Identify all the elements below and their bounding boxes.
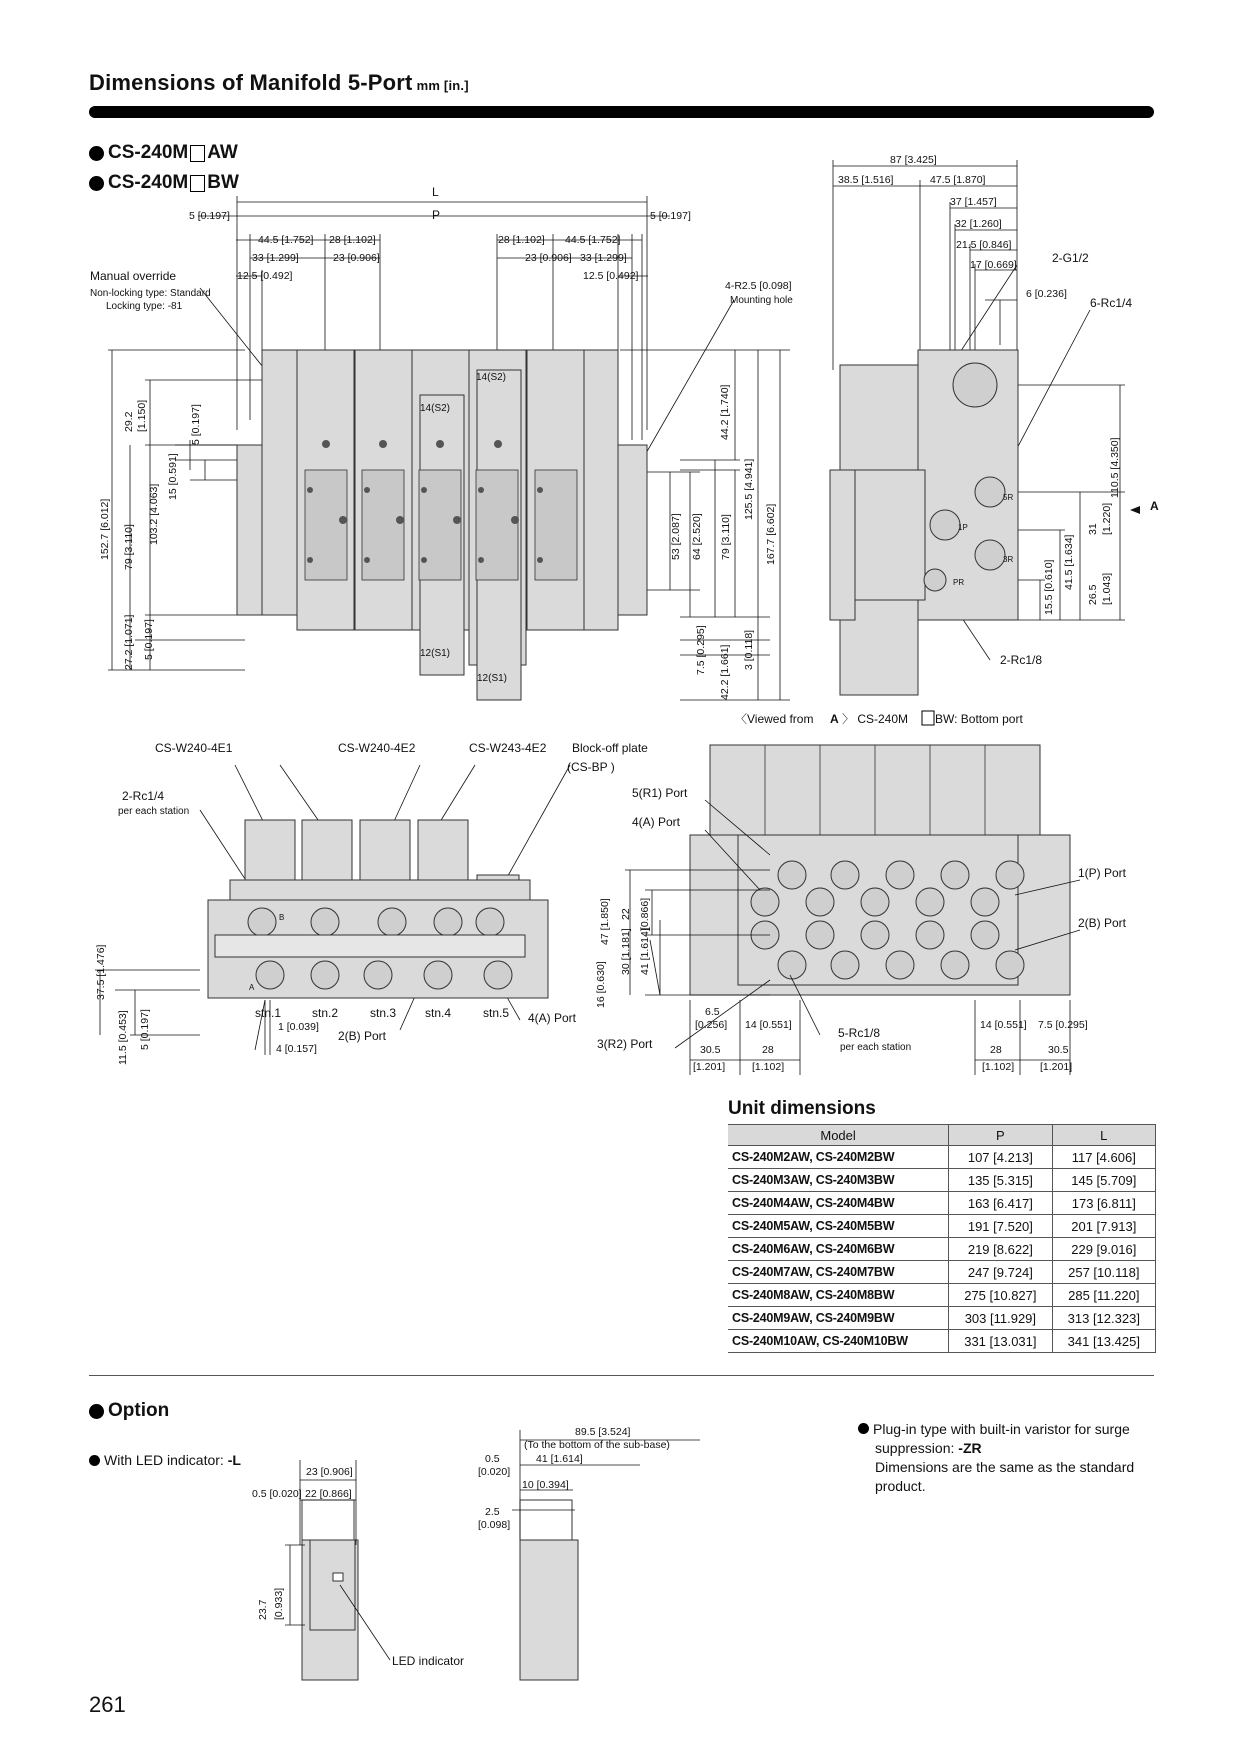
dim-23-right: 23 [0.906]: [525, 252, 572, 264]
dim-30-5-right: 30.5: [1048, 1044, 1069, 1056]
plugin-text-1: Plug-in type with built-in varistor for surge: [873, 1421, 1130, 1437]
cell-model: CS-240M2AW, CS-240M2BW: [728, 1146, 949, 1169]
dim-167-7: 167.7 [6.602]: [765, 503, 777, 565]
cell-model: CS-240M3AW, CS-240M3BW: [728, 1169, 949, 1192]
cell-p: 163 [6.417]: [949, 1192, 1052, 1215]
dim-152-7: 152.7 [6.012]: [99, 498, 111, 560]
port-5r1-label: 5(R1) Port: [632, 786, 688, 800]
opt-dim-22: 22 [0.866]: [305, 1488, 352, 1500]
dim-79-right: 79 [3.110]: [720, 514, 732, 560]
station-3-label: stn.3: [370, 1006, 397, 1020]
dim-1: 1 [0.039]: [278, 1021, 319, 1033]
cell-p: 331 [13.031]: [949, 1330, 1052, 1353]
opt-dim-23: 23 [0.906]: [306, 1466, 353, 1478]
manual-override-label: Manual override: [90, 269, 177, 283]
dim-22: 22: [620, 908, 632, 920]
led-code: -L: [227, 1452, 241, 1468]
dim-22-in: [0.866]: [639, 897, 651, 930]
cell-model: CS-240M9AW, CS-240M9BW: [728, 1307, 949, 1330]
opt-dim-10: 10 [0.394]: [522, 1479, 569, 1491]
header-p: P: [949, 1125, 1052, 1146]
cell-l: 117 [4.606]: [1052, 1146, 1155, 1169]
dim-42-2: 42.2 [1.661]: [719, 644, 731, 700]
opt-to-bottom: (To the bottom of the sub-base): [524, 1439, 670, 1451]
page-number: 261: [89, 1692, 126, 1717]
header-model: Model: [728, 1125, 949, 1146]
dim-28-left-va-in: [1.102]: [752, 1061, 785, 1073]
view-a-arrow-label: A: [1150, 499, 1159, 513]
side-dim-41-5: 41.5 [1.634]: [1063, 534, 1075, 590]
side-dim-47-5: 47.5 [1.870]: [930, 174, 986, 186]
dim-79-left: 79 [3.110]: [123, 524, 135, 570]
dim-6-5: 6.5: [705, 1006, 720, 1018]
dim-4: 4 [0.157]: [276, 1043, 317, 1055]
dim-7-5: 7.5 [0.295]: [695, 625, 707, 675]
dim-33-left: 33 [1.299]: [252, 252, 299, 264]
view-a-caption-end: BW: Bottom port: [935, 712, 1023, 726]
cell-p: 219 [8.622]: [949, 1238, 1052, 1261]
cell-model: CS-240M6AW, CS-240M6BW: [728, 1238, 949, 1261]
side-dim-31: 31: [1087, 523, 1099, 535]
side-dim-6: 6 [0.236]: [1026, 288, 1067, 300]
per-station-label: per each station: [118, 806, 190, 817]
port-1p-label: 1(P) Port: [1078, 866, 1127, 880]
mounting-hole-label: Mounting hole: [730, 295, 793, 306]
dim-12-5-right: 12.5 [0.492]: [583, 270, 639, 282]
cell-p: 275 [10.827]: [949, 1284, 1052, 1307]
opt-dim-41: 41 [1.614]: [536, 1453, 583, 1465]
side-dim-26-5-in: [1.043]: [1101, 572, 1113, 605]
dim-44-2: 44.2 [1.740]: [719, 384, 731, 440]
dim-27-2: 27.2 [1.071]: [123, 614, 135, 670]
plugin-line-4: product.: [875, 1478, 926, 1494]
dim-28-right-va: 28: [990, 1044, 1002, 1056]
station-2-label: stn.2: [312, 1006, 339, 1020]
port-12-s1-left: 12(S1): [420, 648, 451, 659]
side-dim-37: 37 [1.457]: [950, 196, 997, 208]
dim-28-right-va-in: [1.102]: [982, 1061, 1015, 1073]
dim-30-5-right-in: [1.201]: [1040, 1061, 1073, 1073]
dim-33-right: 33 [1.299]: [580, 252, 627, 264]
dim-103-2: 103.2 [4.063]: [148, 483, 160, 545]
bullet-icon: [858, 1423, 869, 1434]
tag-1p: 1P: [958, 523, 968, 532]
dim-6-5-in: [0.256]: [695, 1019, 728, 1031]
tag-pr: PR: [953, 578, 965, 587]
side-dim-15-5: 15.5 [0.610]: [1043, 559, 1055, 615]
opt-dim-2-5-in: [0.098]: [478, 1519, 511, 1531]
model-prefix: CS-240M: [108, 172, 189, 193]
station-1-label: stn.1: [255, 1006, 282, 1020]
plugin-code: -ZR: [958, 1440, 982, 1456]
dim-5-v: 5 [0.197]: [190, 404, 202, 445]
dim-3: 3 [0.118]: [743, 629, 755, 670]
side-dim-38-5: 38.5 [1.516]: [838, 174, 894, 186]
dim-29-2-in: [1.150]: [136, 399, 148, 432]
rc18-label: 2-Rc1/8: [1000, 653, 1043, 667]
cell-model: CS-240M7AW, CS-240M7BW: [728, 1261, 949, 1284]
cell-model: CS-240M5AW, CS-240M5BW: [728, 1215, 949, 1238]
dim-5-bottom: 5 [0.197]: [143, 619, 155, 660]
mounting-hole-dim: 4-R2.5 [0.098]: [725, 280, 792, 292]
dim-12-5-left: 12.5 [0.492]: [237, 270, 293, 282]
cell-l: 313 [12.323]: [1052, 1307, 1155, 1330]
plugin-line-3: Dimensions are the same as the standard: [875, 1459, 1135, 1475]
led-indicator-label: LED indicator: [392, 1654, 465, 1668]
cell-p: 135 [5.315]: [949, 1169, 1052, 1192]
dim-41: 41 [1.614]: [639, 928, 651, 975]
opt-dim-0-5b: 0.5: [485, 1453, 500, 1465]
dim-14-right: 14 [0.551]: [980, 1019, 1027, 1031]
per-station-right-label: per each station: [840, 1042, 912, 1053]
dim-64: 64 [2.520]: [691, 513, 703, 560]
opt-dim-23-7-in: [0.933]: [273, 1587, 285, 1620]
tag-a: A: [249, 983, 255, 992]
opt-dim-0-5b-in: [0.020]: [478, 1466, 511, 1478]
plugin-text-2: suppression:: [875, 1440, 955, 1456]
block-off-label: Block-off plate: [572, 741, 648, 755]
dim-28-left: 28 [1.102]: [329, 234, 376, 246]
plugin-line-1: [858, 1420, 1158, 1439]
cell-l: 201 [7.913]: [1052, 1215, 1155, 1238]
side-dim-21-5: 21.5 [0.846]: [956, 239, 1012, 251]
opt-dim-89-5: 89.5 [3.524]: [575, 1426, 631, 1438]
model-suffix: AW: [207, 142, 238, 163]
model-suffix: BW: [207, 172, 239, 193]
opt-dim-2-5: 2.5: [485, 1506, 500, 1518]
view-a-caption-suffix: 〉 CS-240M: [842, 712, 909, 726]
dim-16: 16 [0.630]: [595, 961, 607, 1008]
tag-3r: 3R: [1003, 555, 1014, 564]
option-title-text: Option: [108, 1400, 170, 1421]
dim-44-5-left: 44.5 [1.752]: [258, 234, 314, 246]
side-dim-17: 17 [0.669]: [970, 259, 1017, 271]
side-dim-110-5: 110.5 [4.350]: [1109, 437, 1121, 498]
plugin-line-2: [858, 1439, 1158, 1458]
rc14-station-label: 2-Rc1/4: [122, 789, 165, 803]
locking-label: Locking type: -81: [106, 301, 183, 312]
dim-7-5-va: 7.5 [0.295]: [1038, 1019, 1088, 1031]
dim-30-5-left: 30.5: [700, 1044, 721, 1056]
dim-28-right: 28 [1.102]: [498, 234, 545, 246]
cell-l: 145 [5.709]: [1052, 1169, 1155, 1192]
port-2b-right-label: 2(B) Port: [1078, 916, 1127, 930]
title-unit: mm [in.]: [416, 78, 469, 93]
dim-29-2: 29.2: [123, 411, 135, 432]
dim-5-right: 5 [0.197]: [650, 210, 691, 222]
port-14-s2-left: 14(S2): [420, 403, 451, 414]
port-12-s1-right: 12(S1): [477, 673, 508, 684]
port-3r2-label: 3(R2) Port: [597, 1037, 653, 1051]
model-e1-label: CS-W240-4E1: [155, 741, 233, 755]
cell-model: CS-240M8AW, CS-240M8BW: [728, 1284, 949, 1307]
g12-label: 2-G1/2: [1052, 251, 1089, 265]
unit-dimensions-title: Unit dimensions: [728, 1098, 876, 1119]
cell-model: CS-240M4AW, CS-240M4BW: [728, 1192, 949, 1215]
port-4a-left-label: 4(A) Port: [528, 1011, 577, 1025]
cell-p: 191 [7.520]: [949, 1215, 1052, 1238]
non-locking-label: Non-locking type: Standard: [90, 288, 211, 299]
dim-11-5: 11.5 [0.453]: [117, 1010, 129, 1065]
cell-model: CS-240M10AW, CS-240M10BW: [728, 1330, 949, 1353]
dim-30: 30 [1.181]: [620, 928, 632, 975]
opt-dim-0-5: 0.5 [0.020]: [252, 1488, 302, 1500]
block-off-model: (CS-BP ): [567, 760, 615, 774]
cell-p: 247 [9.724]: [949, 1261, 1052, 1284]
cell-l: 257 [10.118]: [1052, 1261, 1155, 1284]
rc18-station-label: 5-Rc1/8: [838, 1026, 881, 1040]
view-a-caption-prefix: 〈Viewed from: [735, 712, 814, 726]
tag-b: B: [279, 913, 285, 922]
side-dim-31-in: [1.220]: [1101, 502, 1113, 535]
view-a-caption-a: A: [830, 712, 839, 726]
dim-5-bl: 5 [0.197]: [139, 1009, 151, 1050]
port-4a-right-label: 4(A) Port: [632, 815, 681, 829]
cell-l: 229 [9.016]: [1052, 1238, 1155, 1261]
model-e2-label: CS-W240-4E2: [338, 741, 416, 755]
cell-l: 285 [11.220]: [1052, 1284, 1155, 1307]
dim-23-left: 23 [0.906]: [333, 252, 380, 264]
dim-L: L: [432, 185, 439, 199]
dim-28-left-va: 28: [762, 1044, 774, 1056]
header-l: L: [1052, 1125, 1155, 1146]
rc14-label: 6-Rc1/4: [1090, 296, 1133, 310]
station-4-label: stn.4: [425, 1006, 452, 1020]
side-dim-87: 87 [3.425]: [890, 154, 937, 166]
dim-15: 15 [0.591]: [167, 453, 179, 500]
dim-P: P: [432, 208, 441, 222]
dim-53: 53 [2.087]: [670, 513, 682, 560]
cell-l: 173 [6.811]: [1052, 1192, 1155, 1215]
title-text: Dimensions of Manifold 5-Port: [89, 70, 413, 95]
dim-14-left: 14 [0.551]: [745, 1019, 792, 1031]
side-dim-26-5: 26.5: [1087, 584, 1099, 605]
dim-47: 47 [1.850]: [599, 898, 611, 945]
led-label-text: With LED indicator:: [104, 1452, 224, 1468]
port-2b-left-label: 2(B) Port: [338, 1029, 387, 1043]
port-14-s2-right: 14(S2): [476, 372, 507, 383]
tag-5r: 5R: [1003, 493, 1014, 502]
side-dim-32: 32 [1.260]: [955, 218, 1002, 230]
led-indicator-icon: [333, 1573, 343, 1581]
station-5-label: stn.5: [483, 1006, 510, 1020]
dim-30-5-left-in: [1.201]: [693, 1061, 726, 1073]
dim-44-5-right: 44.5 [1.752]: [565, 234, 621, 246]
cell-p: 303 [11.929]: [949, 1307, 1052, 1330]
cell-p: 107 [4.213]: [949, 1146, 1052, 1169]
model-e3-label: CS-W243-4E2: [469, 741, 547, 755]
cell-l: 341 [13.425]: [1052, 1330, 1155, 1353]
dim-5-left: 5 [0.197]: [189, 210, 230, 222]
dim-125-5: 125.5 [4.941]: [743, 458, 755, 520]
dim-37-5: 37.5 [1.476]: [95, 944, 107, 1000]
model-prefix: CS-240M: [108, 142, 189, 163]
opt-dim-23-7: 23.7: [257, 1599, 269, 1620]
plugin-note: [858, 1420, 1158, 1496]
